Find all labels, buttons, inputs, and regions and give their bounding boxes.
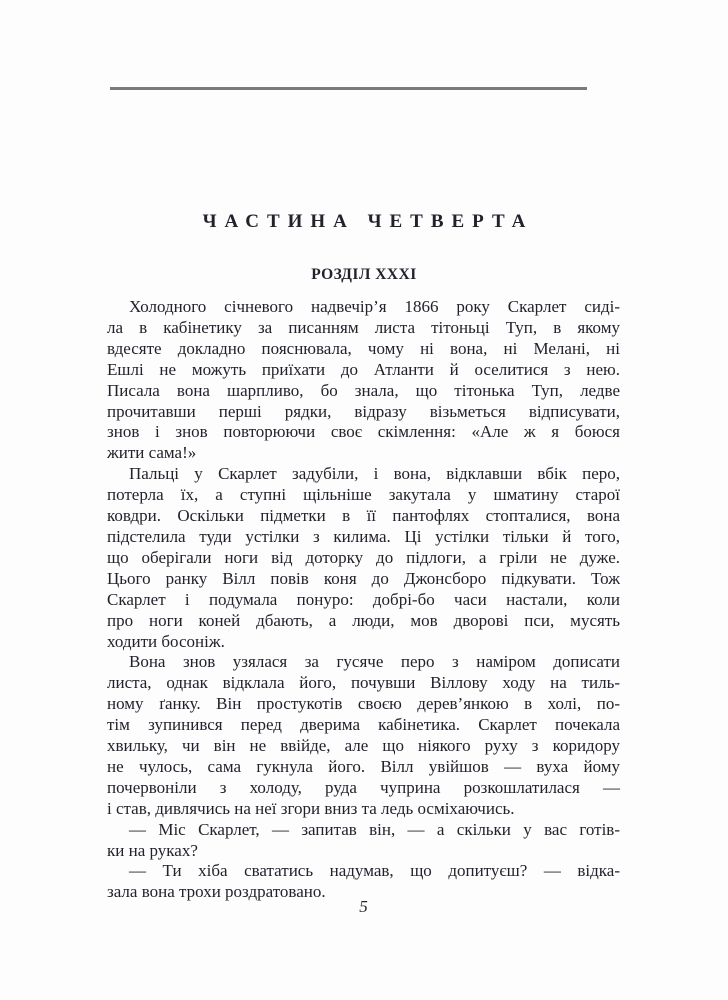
text-line: ки на руках?: [107, 840, 198, 860]
text-line: ходити босоніж.: [107, 631, 225, 651]
text-line: Ешлі не можуть приїхати до Атланти й оселитися з нею.: [107, 359, 620, 379]
text-line: про ноги коней дбають, а люди, мов дворові пси, мусять: [107, 610, 620, 630]
part-title: ЧАСТИНА ЧЕТВЕРТА: [202, 211, 534, 232]
text-line: почервоніли з холоду, руда чуприна розкошлатилася —: [107, 777, 620, 797]
text-line: Цього ранку Вілл повів коня до Джонсборо підкувати. Тож: [107, 568, 620, 588]
text-line: і став, дивлячись на неї згори вниз та ледь осміхаючись.: [107, 798, 515, 818]
text-line: вдесяте докладно пояснювала, чому ні вона, ні Мелані, ні: [107, 338, 620, 358]
text-line: знов і знов повторюючи своє скімлення: «Але ж я боюся: [107, 422, 620, 442]
text-line: прочитавши перші рядки, відразу візьметься відписувати,: [107, 401, 620, 421]
page-number: 5: [359, 897, 368, 916]
text-line: Писала вона шарпливо, бо знала, що тітонька Туп, ледве: [107, 380, 620, 400]
header-rule: [110, 87, 587, 90]
text-line: — Міс Скарлет, — запитав він, — а скільки у вас готів-: [129, 819, 620, 839]
text-line: ному ґанку. Він простукотів своєю дерев’янкою в холі, по-: [107, 694, 620, 714]
text-line: тім зупинився перед дверима кабінетика. Скарлет почекала: [107, 715, 620, 735]
text-line: Скарлет і подумала понуро: добрі-бо часи настали, коли: [107, 589, 620, 609]
text-line: Вона знов узялася за гусяче перо з наміром дописати: [129, 652, 620, 672]
text-line: підстелила туди устілки з килима. Ці устілки тільки й того,: [107, 526, 620, 546]
text-line: листа, однак відклала його, почувши Віллову ходу на тиль-: [107, 673, 620, 693]
text-line: зала вона трохи роздратовано.: [107, 882, 326, 902]
text-line: жити сама!»: [107, 443, 197, 463]
chapter-title: РОЗДІЛ XXXI: [311, 266, 417, 283]
text-line: не чулось, сама гукнула його. Вілл увійшов — вуха йому: [107, 756, 620, 776]
text-line: Пальці у Скарлет задубіли, і вона, відклавши вбік перо,: [129, 464, 620, 484]
text-line: що оберігали ноги від доторку до підлоги, а гріли не дуже.: [107, 547, 620, 567]
text-line: — Ти хіба свататись надумав, що допитуєш? — відка-: [129, 861, 620, 881]
text-line: ковдри. Оскільки підметки в її пантофлях стопталися, вона: [107, 506, 620, 526]
text-line: хвильку, чи він не ввійде, але що ніякого руху з коридору: [107, 736, 620, 756]
text-line: Холодного січневого надвечір’я 1866 року Скарлет сиді-: [129, 297, 620, 316]
text-line: ла в кабінетику за писанням листа тітоньці Туп, в якому: [107, 317, 620, 337]
text-line: потерла їх, а ступні щільніше закутала у шматину старої: [107, 485, 620, 505]
body-text: [107, 297, 620, 903]
